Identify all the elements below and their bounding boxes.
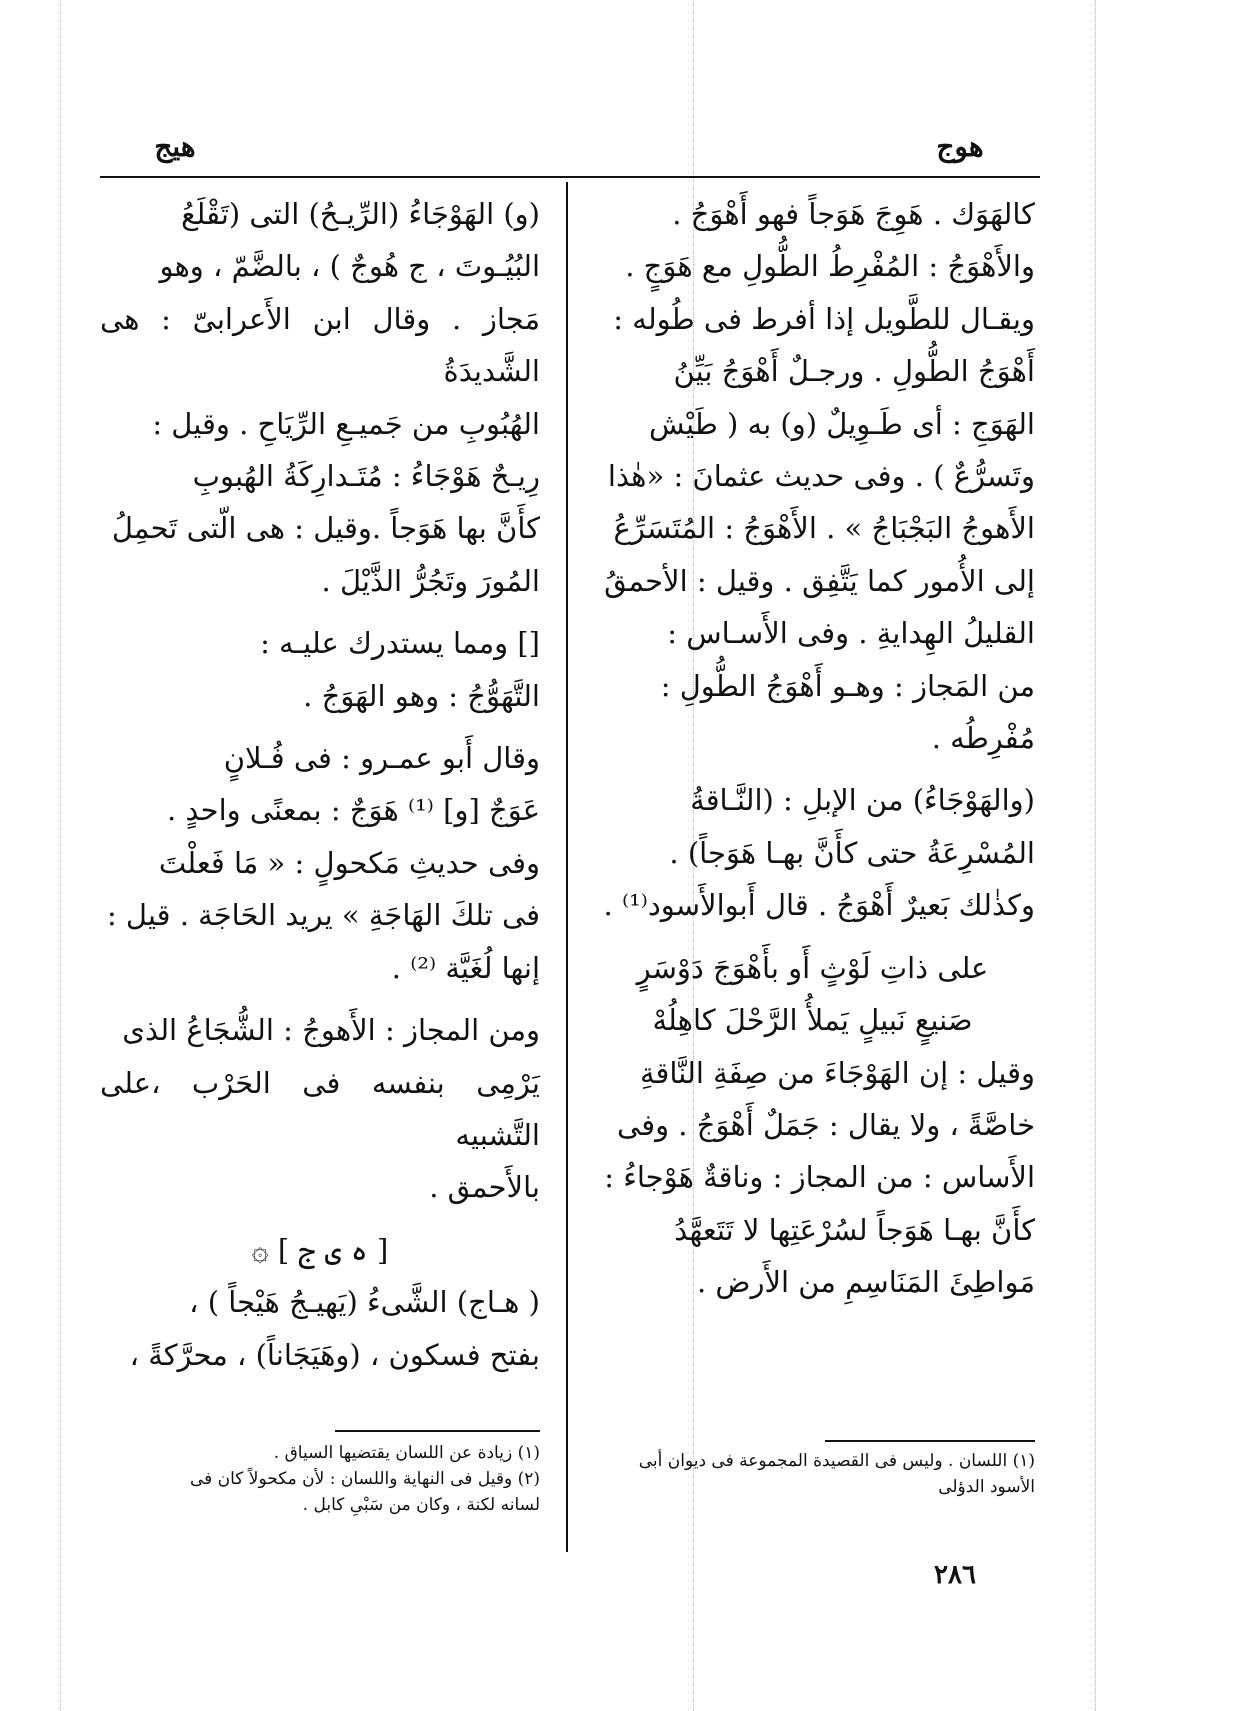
left-column-text	[100, 188, 540, 1381]
text-line: إنها لُغَيَّة ⁽²⁾ .	[391, 950, 540, 985]
text-line: كأَنَّ بها هَوَجاً .وقيل : هى الّتى تَحمِلُ	[111, 511, 540, 546]
text-line: بالأَحمق .	[429, 1170, 540, 1205]
text-line: خاصَّةً ، ولا يقال : جَمَلٌ أَهْوَجُ . وفى	[617, 1107, 1035, 1142]
text-line: إلى الأُمور كما يَتَّفِق . وقيل : الأحمقُ	[604, 563, 1035, 598]
text-line: التَّهَوُّجُ : وهو الهَوَجُ .	[303, 678, 540, 713]
text-line: كأَنَّ بهـا هَوَجاً لسُرْعَتِها لا تَتَعهَّدُ	[674, 1212, 1035, 1247]
footnote: (١) اللسان . وليس فى القصيدة المجموعة فى ديوان أبى الأسود الدؤلى	[638, 1451, 1035, 1497]
text-line: بفتح فسكون ، (وهَيَجَاناً) ، محرَّكةً ،	[129, 1337, 540, 1372]
verse-line: صَنيعٍ نَبيلٍ يَملأُ الرَّحْلَ كاهِلُهْ	[652, 1003, 973, 1038]
text-line: رِيـحٌ هَوْجَاءُ : مُتَـدارِكَةُ الهُبوبِ	[192, 459, 540, 494]
text-line: ( هـاج) الشَّىءُ (يَهيـجُ هَيْجاً ) ،	[189, 1285, 540, 1320]
text-line: فى تلكَ الهَاجَةِ » يريد الحَاجَة . قيل :	[106, 898, 540, 933]
text-line: والأَهْوَجُ : المُفْرِطُ الطُّولِ مع هَوَجٍ .	[625, 249, 1035, 284]
footnote: (١) زيادة عن اللسان يقتضيها السياق .	[273, 1443, 540, 1463]
right-column-text	[590, 188, 1035, 1309]
column-divider	[566, 182, 568, 1552]
text-line: وقيل : إن الهَوْجَاءَ من صِفَةِ النَّاقةِ	[640, 1055, 1035, 1090]
text-line: وقال أَبو عمـرو : فى فُـلانٍ	[223, 741, 540, 776]
header-rule	[100, 176, 1040, 178]
footnote-rule-right	[825, 1440, 1035, 1442]
text-line: كالهَوَك . هَوِجَ هَوَجاً فهو أَهْوَجُ .	[672, 197, 1035, 231]
text-line: الأَساس : من المجاز : وناقةٌ هَوْجاءُ :	[604, 1160, 1035, 1195]
text-line: عَوَجٌ [و] ⁽¹⁾ هَوَجٌ : بمعنًى واحدٍ .	[166, 793, 540, 828]
text-line: الهَوَجِ : أى طَـوِيلٌ (و) به ( طَيْش	[649, 406, 1035, 441]
text-line: وتَسرُّعٌ ) . وفى حديث عثمانَ : «هٰذا	[607, 459, 1035, 494]
running-head-right: هوج	[936, 130, 984, 163]
text-line: البُيُـوتَ ، ج هُوجٌ ) ، بالضَّمّ ، وهو	[159, 249, 540, 284]
text-line: يَرْمِى بنفسه فى الحَرْب ،على التَّشبيه	[100, 1065, 540, 1152]
text-line: ومن المجاز : الأَهوجُ : الشُّجَاعُ الذى	[122, 1013, 540, 1048]
text-line: مُفْرِطُه .	[931, 721, 1035, 756]
running-head-left: هيج	[154, 130, 196, 163]
text-line: المُورَ وتَجُرُّ الذَّيْلَ .	[321, 563, 540, 598]
scan-artifact-line	[1095, 0, 1096, 1711]
text-line: مَجاز . وقال ابن الأَعرابىّ : هى الشَّديدَةُ	[100, 301, 540, 389]
text-line: (و) الهَوْجَاءُ (الرِّيـحُ) التى (تَقْلَعُ	[181, 197, 540, 231]
text-line: (والهَوْجَاءُ) من الإبلِ : (النَّـاقةُ	[690, 783, 1035, 818]
text-line: الأَهوجُ البَجْبَاجُ » . الأَهْوَجُ : المُتَسَرِّعُ	[613, 511, 1035, 546]
entry-heading: [ ه ى ج ] ۞	[251, 1232, 389, 1267]
text-line: [] ومما يستدرك عليـه :	[260, 626, 540, 661]
text-line: القليلُ الهِدايةِ . وفى الأَسـاس :	[667, 616, 1035, 651]
verse-line: على ذاتِ لَوْثٍ أَو بأَهْوَجَ دَوْسَرٍ	[636, 950, 989, 985]
footnotes-right	[600, 1448, 1035, 1500]
text-line: وفى حديثِ مَكحولٍ : « مَا فَعلْتَ	[158, 845, 540, 880]
text-line: وكذٰلك بَعيرٌ أَهْوَجُ . قال أَبوالأَسود⁽¹⁾ .	[603, 888, 1035, 923]
text-line: مَواطِئَ المَنَاسِمِ من الأَرض .	[696, 1265, 1035, 1300]
text-line: من المَجاز : وهـو أَهْوَجُ الطُّولِ :	[660, 668, 1035, 703]
page-number: ٢٨٦	[934, 1560, 976, 1590]
footnotes-left	[150, 1440, 540, 1518]
text-line: المُسْرِعَةُ حتى كأَنَّ بهـا هَوَجاً) .	[669, 835, 1035, 870]
scan-artifact-line	[60, 0, 61, 1711]
text-line: الهُبُوبِ من جَميـعِ الرِّيَاحِ . وقيل :	[152, 406, 540, 441]
footnote-rule-left	[335, 1430, 540, 1432]
text-line: أَهْوَجُ الطُّولِ . ورجـلٌ أَهْوَجُ بَيِّنُ	[673, 354, 1035, 389]
footnote: (٢) وقيل فى النهاية واللسان : لأن مكحولاً كان فى لسانه لكنة ، وكان من سَبْىِ كابل .	[189, 1469, 540, 1515]
text-line: ويقـال للطَّويل إذا أفرط فى طُوله :	[613, 301, 1035, 336]
